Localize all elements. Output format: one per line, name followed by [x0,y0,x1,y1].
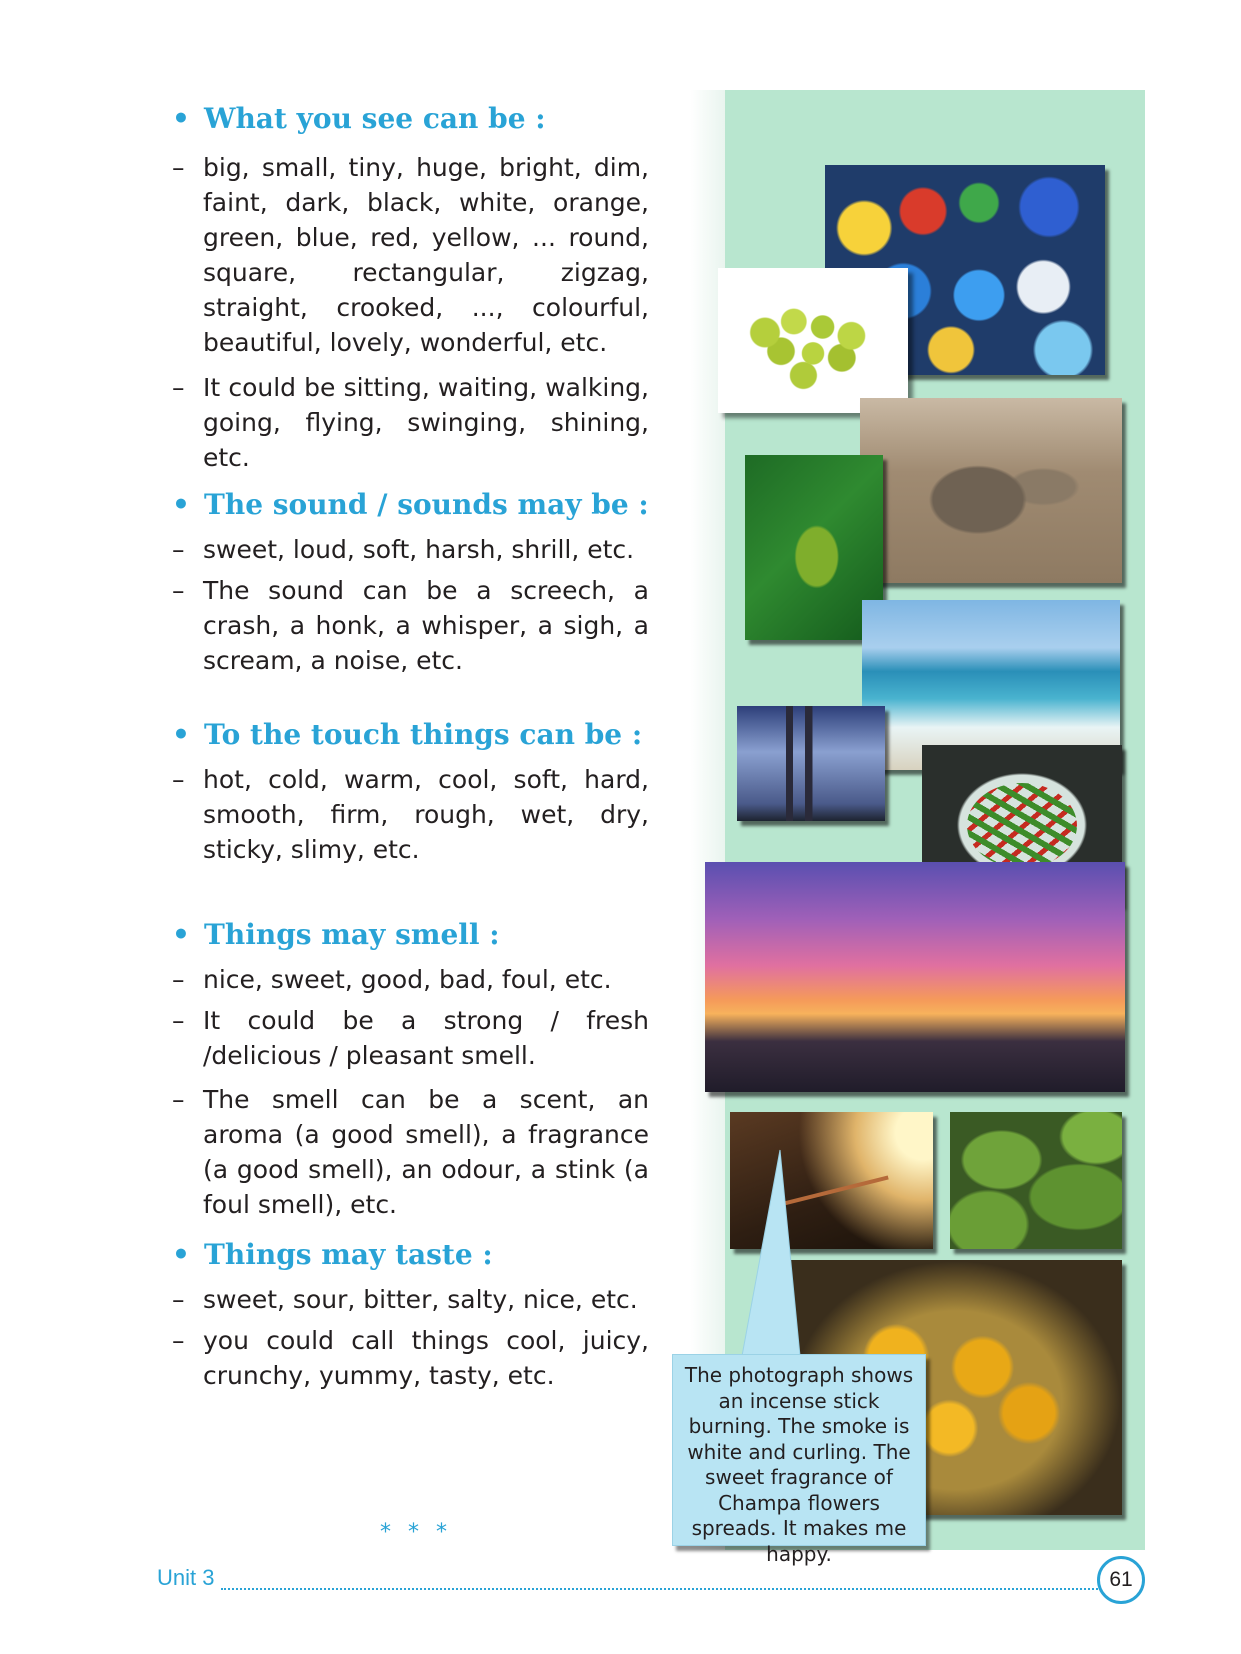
list-item-text: nice, sweet, good, bad, foul, etc. [203,965,612,994]
dash: – [172,965,185,994]
bullet: • [172,918,190,951]
dash: – [172,765,185,794]
list-item-text: It could be a strong / fresh /delicious / pleasant smell. [203,1006,649,1070]
section-heading-text: Things may smell : [204,918,500,951]
list-item [172,962,649,997]
list-item-text: big, small, tiny, huge, bright, dim, faint, dark, black, white, orange, green, blue, red, yellow, ... round, square, rectangular, zigzag, straight, crooked, ..., colourful, beautiful, lovely, wonderful, etc. [203,153,649,357]
list-item [172,1323,649,1393]
section-separator: * * * [380,1520,452,1545]
dash: – [172,373,185,402]
dash: – [172,1326,185,1355]
list-item-text: The sound can be a screech, a crash, a honk, a whisper, a sigh, a scream, a noise, etc. [203,576,649,675]
dash: – [172,1285,185,1314]
sunset-photo [705,862,1125,1092]
footer-rule [221,1588,1101,1590]
photo-caption-callout [672,1354,926,1566]
list-item-text: you could call things cool, juicy, crunchy, yummy, tasty, etc. [203,1326,649,1390]
list-item [172,532,649,567]
list-item-text: hot, cold, warm, cool, soft, hard, smooth, firm, rough, wet, dry, sticky, slimy, etc. [203,765,649,864]
list-item-text: sweet, sour, bitter, salty, nice, etc. [203,1285,638,1314]
bullet: • [172,718,190,751]
list-item [172,1082,649,1222]
dash: – [172,1085,185,1114]
section-heading-text: Things may taste : [204,1238,493,1271]
section-heading-text: To the touch things can be : [204,718,643,751]
unit-label: Unit 3 [157,1565,215,1590]
page-number: 61 [1097,1556,1145,1604]
list-item-text: The smell can be a scent, an aroma (a good smell), a fragrance (a good smell), an odour, a stink (a foul smell), etc. [203,1085,649,1219]
dash: – [172,576,185,605]
bullet: • [172,488,190,521]
bullet: • [172,1238,190,1271]
list-item [172,370,649,472]
grapes-photo [718,268,908,413]
cactus-photo [950,1112,1122,1249]
list-item [172,150,649,360]
list-item [172,1282,649,1317]
section-heading-text: What you see can be : [204,102,546,135]
list-item [172,1003,649,1073]
list-item [172,762,649,867]
buffalo-photo [860,398,1122,583]
section-heading-text: The sound / sounds may be : [204,488,649,521]
bullet: • [172,102,190,135]
list-item-text: sweet, loud, soft, harsh, shrill, etc. [203,535,635,564]
list-item-text: It could be sitting, waiting, walking, going, flying, swinging, shining, etc. [203,373,649,472]
dash: – [172,153,185,182]
list-item [172,573,649,678]
incense-photo [730,1112,933,1249]
dash: – [172,535,185,564]
chimney-photo [737,706,885,821]
dash: – [172,1006,185,1035]
callout-text: The photograph shows an incense stick burning. The smoke is white and curling. The sweet fragrance of Champa flowers spreads. It makes me happy. [684,1363,914,1566]
